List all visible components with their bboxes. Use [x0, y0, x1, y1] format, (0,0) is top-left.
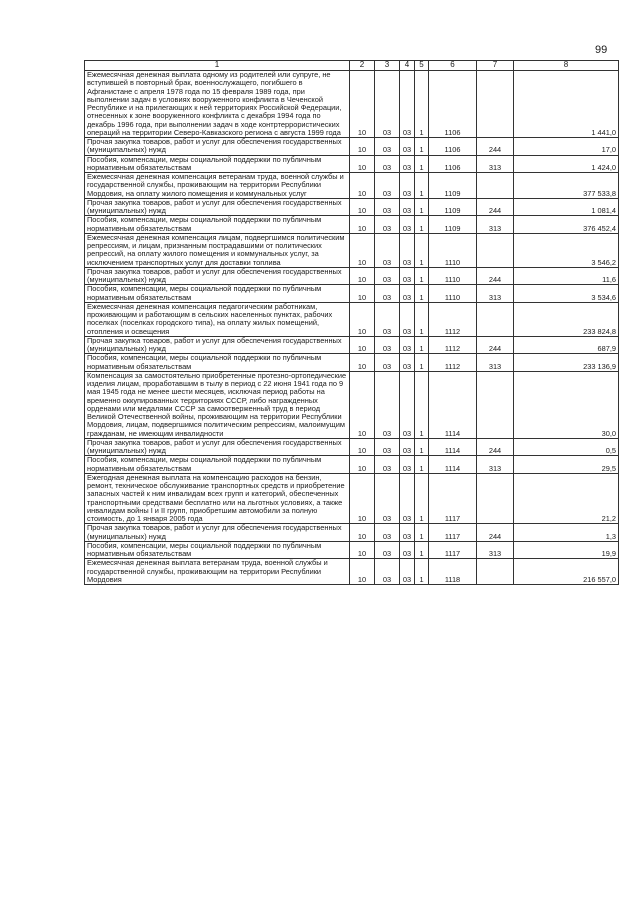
row-description: Ежегодная денежная выплата на компенсацию расходов на бензин, ремонт, техническое обслуживание транспортных средств и приобретение запасных частей к ним инвалидам всех групп и категорий, обеспеченных транспортными средствами бесплатно или на льготных условиях, а также инвалидам войны I и II групп, приобретшим автомобили за полную стоимость, до 1 января 2005 года	[85, 473, 350, 524]
table-row	[85, 267, 619, 285]
row-expense-type: 313	[477, 285, 514, 303]
row-program-code: 03	[400, 473, 415, 524]
budget-table	[84, 60, 619, 585]
table-row	[85, 354, 619, 372]
table-row	[85, 138, 619, 156]
row-section-code: 10	[350, 216, 375, 234]
row-amount: 687,9	[514, 336, 619, 354]
row-subsection-code: 03	[375, 216, 400, 234]
row-subsection-code: 03	[375, 285, 400, 303]
row-program-code: 03	[400, 138, 415, 156]
header-cell: 8	[514, 61, 619, 71]
row-expense-type: 244	[477, 198, 514, 216]
row-expense-type	[477, 371, 514, 438]
row-target-code: 1106	[429, 71, 477, 138]
row-section-code: 10	[350, 233, 375, 267]
row-description: Прочая закупка товаров, работ и услуг для обеспечения государственных (муниципальных) нужд	[85, 138, 350, 156]
row-program-code: 03	[400, 541, 415, 559]
row-target-code: 1114	[429, 371, 477, 438]
header-cell: 6	[429, 61, 477, 71]
row-subsection-code: 03	[375, 233, 400, 267]
table-row	[85, 438, 619, 456]
row-program-code: 03	[400, 524, 415, 542]
table-row	[85, 155, 619, 173]
row-program-code: 03	[400, 336, 415, 354]
row-expense-type: 313	[477, 541, 514, 559]
row-amount: 0,5	[514, 438, 619, 456]
row-section-code: 10	[350, 302, 375, 336]
row-section-code: 10	[350, 285, 375, 303]
row-expense-type: 313	[477, 354, 514, 372]
row-description: Прочая закупка товаров, работ и услуг для обеспечения государственных (муниципальных) нужд	[85, 267, 350, 285]
row-section-code: 10	[350, 473, 375, 524]
row-description: Пособия, компенсации, меры социальной поддержки по публичным нормативным обязательствам	[85, 354, 350, 372]
row-target-code: 1112	[429, 302, 477, 336]
row-subsection-code: 03	[375, 138, 400, 156]
row-subsection-code: 03	[375, 559, 400, 585]
table-row	[85, 371, 619, 438]
row-target-code: 1110	[429, 233, 477, 267]
row-amount: 1,3	[514, 524, 619, 542]
row-program-code: 03	[400, 267, 415, 285]
row-subprogram-code: 1	[415, 173, 429, 199]
row-program-code: 03	[400, 371, 415, 438]
row-description: Ежемесячная денежная выплата ветеранам труда, военной службы и государственной службы, проживающим на территории Республики Мордовия	[85, 559, 350, 585]
row-expense-type: 244	[477, 438, 514, 456]
row-subsection-code: 03	[375, 71, 400, 138]
row-expense-type	[477, 173, 514, 199]
table-row	[85, 336, 619, 354]
row-amount: 376 452,4	[514, 216, 619, 234]
row-subprogram-code: 1	[415, 524, 429, 542]
row-section-code: 10	[350, 267, 375, 285]
row-target-code: 1106	[429, 138, 477, 156]
row-subsection-code: 03	[375, 541, 400, 559]
row-subprogram-code: 1	[415, 438, 429, 456]
row-target-code: 1117	[429, 473, 477, 524]
table-row	[85, 71, 619, 138]
row-target-code: 1117	[429, 541, 477, 559]
row-expense-type	[477, 473, 514, 524]
row-program-code: 03	[400, 302, 415, 336]
row-description: Прочая закупка товаров, работ и услуг для обеспечения государственных (муниципальных) нужд	[85, 524, 350, 542]
row-subsection-code: 03	[375, 438, 400, 456]
table-row	[85, 473, 619, 524]
row-section-code: 10	[350, 541, 375, 559]
row-expense-type: 244	[477, 267, 514, 285]
row-amount: 11,6	[514, 267, 619, 285]
row-amount: 233 136,9	[514, 354, 619, 372]
table-row	[85, 524, 619, 542]
row-subprogram-code: 1	[415, 371, 429, 438]
table-row	[85, 559, 619, 585]
row-description: Ежемесячная денежная компенсация педагогическим работникам, проживающим и работающим в сельских населенных пунктах, рабочих поселках (поселках городского типа), на оплату жилых помещений, отопления и освещения	[85, 302, 350, 336]
table-row	[85, 456, 619, 474]
row-program-code: 03	[400, 155, 415, 173]
table-row	[85, 216, 619, 234]
row-target-code: 1112	[429, 336, 477, 354]
table-row	[85, 198, 619, 216]
row-section-code: 10	[350, 336, 375, 354]
row-expense-type: 313	[477, 216, 514, 234]
row-subprogram-code: 1	[415, 456, 429, 474]
row-program-code: 03	[400, 438, 415, 456]
row-amount: 17,0	[514, 138, 619, 156]
row-subsection-code: 03	[375, 371, 400, 438]
row-description: Пособия, компенсации, меры социальной поддержки по публичным нормативным обязательствам	[85, 541, 350, 559]
header-cell: 5	[415, 61, 429, 71]
row-subprogram-code: 1	[415, 336, 429, 354]
row-subprogram-code: 1	[415, 155, 429, 173]
row-program-code: 03	[400, 456, 415, 474]
row-section-code: 10	[350, 138, 375, 156]
row-description: Ежемесячная денежная компенсация лицам, подвергшимся политическим репрессиям, и лицам, признанным пострадавшими от политических репрессий, на оплату жилого помещения и коммунальных услуг, за исключением транспортных услуг для доставки топлива	[85, 233, 350, 267]
row-description: Прочая закупка товаров, работ и услуг для обеспечения государственных (муниципальных) нужд	[85, 438, 350, 456]
row-program-code: 03	[400, 233, 415, 267]
table-row	[85, 541, 619, 559]
row-expense-type	[477, 71, 514, 138]
row-subprogram-code: 1	[415, 473, 429, 524]
row-amount: 3 534,6	[514, 285, 619, 303]
row-subsection-code: 03	[375, 302, 400, 336]
row-amount: 233 824,8	[514, 302, 619, 336]
table-row	[85, 233, 619, 267]
row-expense-type: 244	[477, 336, 514, 354]
row-description: Прочая закупка товаров, работ и услуг для обеспечения государственных (муниципальных) нужд	[85, 198, 350, 216]
row-subsection-code: 03	[375, 456, 400, 474]
row-target-code: 1117	[429, 524, 477, 542]
row-amount: 377 533,8	[514, 173, 619, 199]
row-expense-type: 313	[477, 456, 514, 474]
row-section-code: 10	[350, 438, 375, 456]
row-expense-type	[477, 233, 514, 267]
table-row	[85, 302, 619, 336]
row-expense-type: 313	[477, 155, 514, 173]
table-row	[85, 173, 619, 199]
row-amount: 1 441,0	[514, 71, 619, 138]
row-subprogram-code: 1	[415, 285, 429, 303]
row-expense-type: 244	[477, 524, 514, 542]
row-program-code: 03	[400, 173, 415, 199]
row-target-code: 1109	[429, 173, 477, 199]
header-cell: 2	[350, 61, 375, 71]
row-amount: 3 546,2	[514, 233, 619, 267]
row-subprogram-code: 1	[415, 267, 429, 285]
row-target-code: 1114	[429, 438, 477, 456]
header-row	[85, 61, 619, 71]
row-program-code: 03	[400, 354, 415, 372]
row-description: Ежемесячная денежная компенсация ветеранам труда, военной службы и государственной службы, проживающим на территории Республики Мордовия, на оплату жилого помещения и коммунальных услуг	[85, 173, 350, 199]
row-subprogram-code: 1	[415, 233, 429, 267]
header-cell: 7	[477, 61, 514, 71]
row-subsection-code: 03	[375, 173, 400, 199]
row-amount: 1 424,0	[514, 155, 619, 173]
row-subprogram-code: 1	[415, 354, 429, 372]
row-program-code: 03	[400, 559, 415, 585]
row-target-code: 1114	[429, 456, 477, 474]
row-amount: 30,0	[514, 371, 619, 438]
row-subsection-code: 03	[375, 524, 400, 542]
row-subprogram-code: 1	[415, 138, 429, 156]
row-section-code: 10	[350, 524, 375, 542]
row-subsection-code: 03	[375, 267, 400, 285]
row-description: Ежемесячная денежная выплата одному из родителей или супруге, не вступившей в повторный брак, военнослужащего, погибшего в Афганистане с апреля 1978 года по 15 февраля 1989 года, при выполнении задач в условиях вооруженного конфликта в Чеченской Республике и на прилегающих к ней территориях Российской Федерации, отнесенных к зоне вооруженного конфликта с декабря 1994 года по декабрь 1996 года, при выполнении задач в ходе контртеррористических операций на территории Северо-Кавказского региона с августа 1999 года	[85, 71, 350, 138]
table-row	[85, 285, 619, 303]
row-amount: 1 081,4	[514, 198, 619, 216]
row-description: Пособия, компенсации, меры социальной поддержки по публичным нормативным обязательствам	[85, 285, 350, 303]
row-section-code: 10	[350, 354, 375, 372]
row-subprogram-code: 1	[415, 302, 429, 336]
row-subprogram-code: 1	[415, 198, 429, 216]
row-section-code: 10	[350, 559, 375, 585]
row-subsection-code: 03	[375, 336, 400, 354]
row-section-code: 10	[350, 173, 375, 199]
row-target-code: 1118	[429, 559, 477, 585]
row-subprogram-code: 1	[415, 559, 429, 585]
row-amount: 19,9	[514, 541, 619, 559]
row-subsection-code: 03	[375, 473, 400, 524]
row-subprogram-code: 1	[415, 541, 429, 559]
row-section-code: 10	[350, 155, 375, 173]
row-target-code: 1112	[429, 354, 477, 372]
row-amount: 21,2	[514, 473, 619, 524]
row-expense-type	[477, 302, 514, 336]
row-section-code: 10	[350, 371, 375, 438]
row-section-code: 10	[350, 71, 375, 138]
row-section-code: 10	[350, 198, 375, 216]
row-target-code: 1109	[429, 216, 477, 234]
row-target-code: 1106	[429, 155, 477, 173]
row-subsection-code: 03	[375, 155, 400, 173]
row-expense-type: 244	[477, 138, 514, 156]
row-description: Пособия, компенсации, меры социальной поддержки по публичным нормативным обязательствам	[85, 155, 350, 173]
row-subsection-code: 03	[375, 198, 400, 216]
row-subprogram-code: 1	[415, 216, 429, 234]
row-description: Пособия, компенсации, меры социальной поддержки по публичным нормативным обязательствам	[85, 456, 350, 474]
row-amount: 216 557,0	[514, 559, 619, 585]
row-expense-type	[477, 559, 514, 585]
row-description: Пособия, компенсации, меры социальной поддержки по публичным нормативным обязательствам	[85, 216, 350, 234]
header-cell: 1	[85, 61, 350, 71]
row-target-code: 1109	[429, 198, 477, 216]
row-description: Компенсация за самостоятельно приобретенные протезно-ортопедические изделия лицам, проработавшим в тылу в период с 22 июня 1941 года по 9 мая 1945 года не менее шести месяцев, исключая период работы на временно оккупированных территориях СССР, либо награжденных орденами или медалями СССР за самоотверженный труд в период Великой Отечественной войны, проживающим на территории Республики Мордовия, лицам, подвергшимся политическим репрессиям, малоимущим гражданам, не имеющим инвалидности	[85, 371, 350, 438]
row-amount: 29,5	[514, 456, 619, 474]
row-program-code: 03	[400, 285, 415, 303]
header-cell: 3	[375, 61, 400, 71]
row-section-code: 10	[350, 456, 375, 474]
header-cell: 4	[400, 61, 415, 71]
row-program-code: 03	[400, 216, 415, 234]
row-description: Прочая закупка товаров, работ и услуг для обеспечения государственных (муниципальных) нужд	[85, 336, 350, 354]
row-program-code: 03	[400, 71, 415, 138]
row-subsection-code: 03	[375, 354, 400, 372]
row-subprogram-code: 1	[415, 71, 429, 138]
row-target-code: 1110	[429, 285, 477, 303]
page-number: 99	[595, 44, 608, 56]
row-target-code: 1110	[429, 267, 477, 285]
row-program-code: 03	[400, 198, 415, 216]
